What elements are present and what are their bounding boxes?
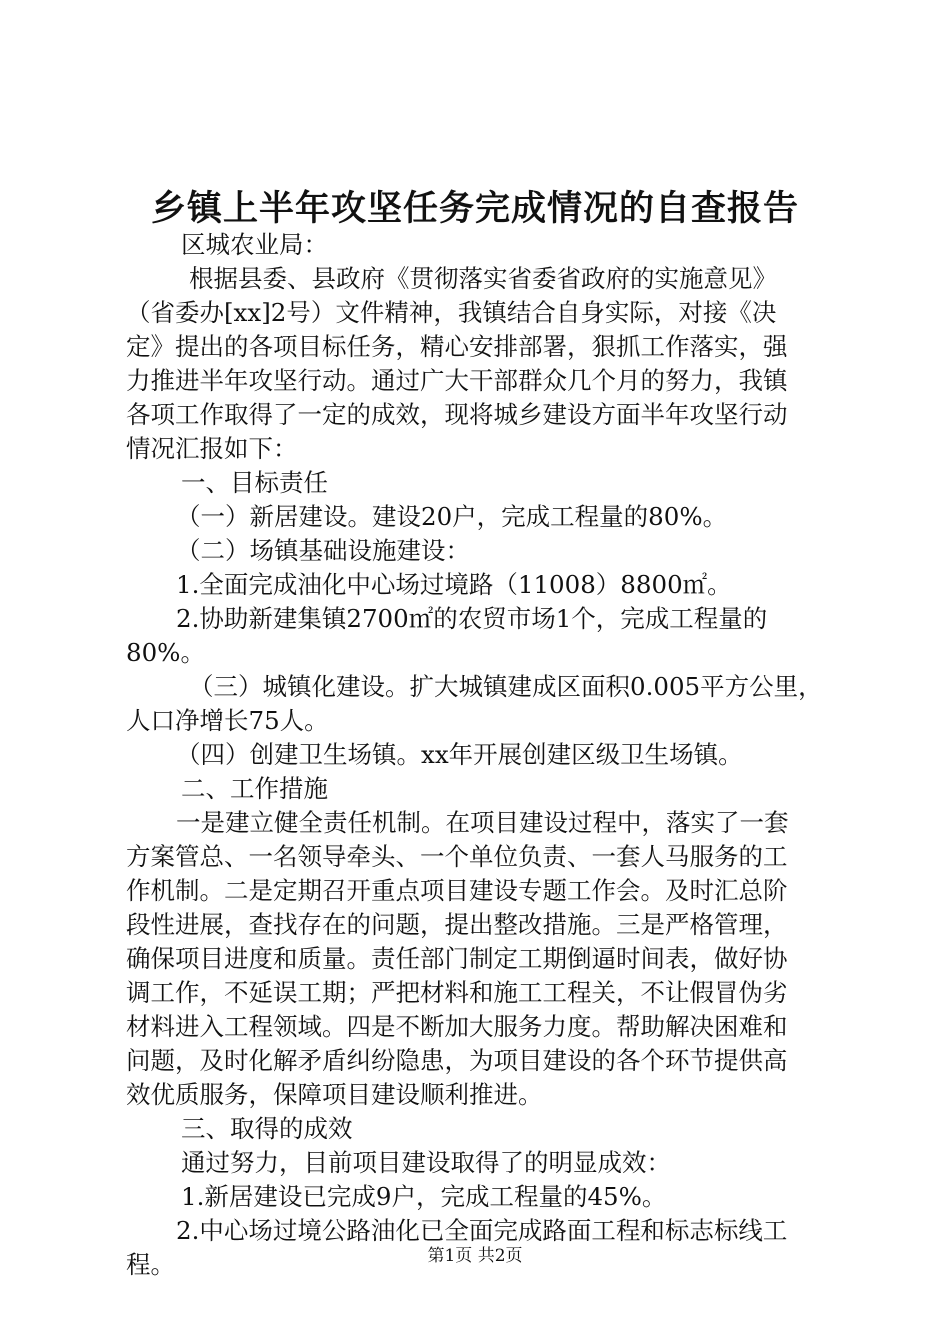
paragraph-line: 2.协助新建集镇2700㎡的农贸市场1个，完成工程量的 bbox=[176, 604, 768, 633]
paragraph-line: 80%。 bbox=[126, 638, 205, 667]
paragraph-line: （省委办[xx]2号）文件精神，我镇结合自身实际，对接《决 bbox=[126, 298, 777, 327]
paragraph-line: 一是建立健全责任机制。在项目建设过程中，落实了一套 bbox=[176, 808, 789, 837]
paragraph-line: 定》提出的各项目标任务，精心安排部署，狠抓工作落实，强 bbox=[126, 332, 788, 361]
paragraph-line: 各项工作取得了一定的成效，现将城乡建设方面半年攻坚行动 bbox=[126, 400, 788, 429]
page-footer: 第1页 共2页 bbox=[427, 1246, 523, 1266]
paragraph-line: 人口净增长75人。 bbox=[126, 706, 329, 735]
paragraph-line: 材料进入工程领域。四是不断加大服务力度。帮助解决困难和 bbox=[126, 1012, 788, 1041]
document-body bbox=[126, 228, 838, 1282]
section-heading: 一、目标责任 bbox=[181, 468, 328, 497]
paragraph-line: （二）场镇基础设施建设： bbox=[176, 536, 470, 565]
paragraph-line: 1.全面完成油化中心场过境路（11008）8800㎡。 bbox=[176, 570, 732, 599]
paragraph-line: 2.中心场过境公路油化已全面完成路面工程和标志标线工 bbox=[176, 1216, 788, 1245]
paragraph-line: 力推进半年攻坚行动。通过广大干部群众几个月的努力，我镇 bbox=[126, 366, 788, 395]
paragraph-line: 问题，及时化解矛盾纠纷隐患，为项目建设的各个环节提供高 bbox=[126, 1046, 788, 1075]
paragraph-line: 调工作，不延误工期；严把材料和施工工程关，不让假冒伪劣 bbox=[126, 978, 788, 1007]
paragraph-line: 效优质服务，保障项目建设顺利推进。 bbox=[126, 1080, 543, 1109]
salutation: 区城农业局： bbox=[181, 230, 328, 259]
paragraph-line: 1.新居建设已完成9户，完成工程量的45%。 bbox=[181, 1182, 667, 1211]
paragraph-line: 确保项目进度和质量。责任部门制定工期倒逼时间表，做好协 bbox=[126, 944, 788, 973]
section-heading: 三、取得的成效 bbox=[181, 1114, 353, 1143]
paragraph-line: 根据县委、县政府《贯彻落实省委省政府的实施意见》 bbox=[189, 264, 777, 293]
section-heading: 二、工作措施 bbox=[181, 774, 328, 803]
paragraph-line: 段性进展，查找存在的问题，提出整改措施。三是严格管理， bbox=[126, 910, 788, 939]
document-title: 乡镇上半年攻坚任务完成情况的自查报告 bbox=[150, 188, 799, 229]
paragraph-line: 情况汇报如下： bbox=[126, 434, 298, 463]
paragraph-line: 方案管总、一名领导牵头、一个单位负责、一套人马服务的工 bbox=[126, 842, 788, 871]
paragraph-line: （一）新居建设。建设20户，完成工程量的80%。 bbox=[176, 502, 728, 531]
paragraph-line: 作机制。二是定期召开重点项目建设专题工作会。及时汇总阶 bbox=[126, 876, 788, 905]
paragraph-line: 程。 bbox=[126, 1250, 175, 1279]
paragraph-line: （三）城镇化建设。扩大城镇建成区面积0.005平方公里， bbox=[189, 672, 823, 701]
paragraph-line: （四）创建卫生场镇。xx年开展创建区级卫生场镇。 bbox=[176, 740, 743, 769]
paragraph-line: 通过努力，目前项目建设取得了的明显成效： bbox=[181, 1148, 671, 1177]
